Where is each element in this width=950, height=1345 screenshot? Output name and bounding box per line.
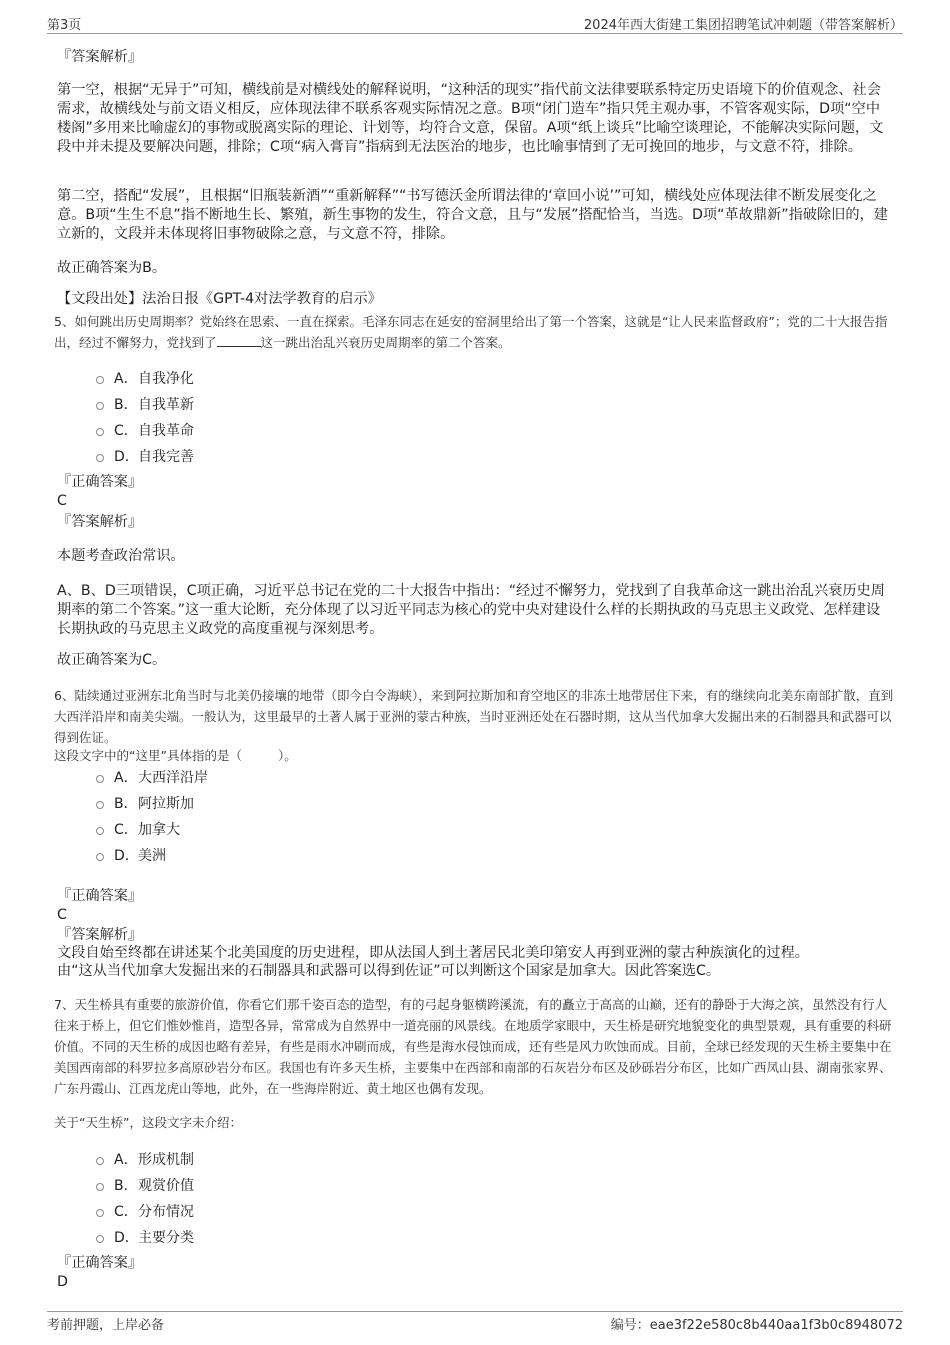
q5-analysis-p2: A、B、D三项错误，C项正确，习近平总书记在党的二十大报告中指出：“经过不懈努力，党找到了自我革命这一跳出治乱兴衰历史周期率的第二个答案。”这一重大论断，充分体现了以习近平同志为核心的党中央对建设什么样的长期执政的马克思主义政党、怎样建设长期执政的马克思主义政党的高度重视与深刻思考。	[57, 583, 885, 637]
q6-option-c[interactable]: C． 加拿大	[96, 816, 208, 842]
footer-slogan: 考前押题，上岸必备	[47, 1318, 165, 1333]
q5-option-d[interactable]: D． 自我完善	[96, 443, 194, 469]
q5-analysis-label: 『答案解析』	[57, 514, 143, 530]
q6-question: 这段文字中的“这里”具体指的是（ ）。	[54, 748, 297, 763]
q7-correct-label: 『正确答案』	[57, 1255, 143, 1271]
radio-icon[interactable]	[96, 1235, 104, 1243]
source-tag: 【文段出处】	[57, 291, 143, 307]
q6-options	[96, 764, 208, 868]
q7-option-a[interactable]: A． 形成机制	[96, 1146, 194, 1172]
q7-options	[96, 1146, 194, 1250]
q5-option-b[interactable]: B． 自我革新	[96, 391, 194, 417]
q6-analysis-label: 『答案解析』	[57, 927, 143, 943]
radio-icon[interactable]	[96, 1183, 104, 1191]
q5-option-c[interactable]: C． 自我革命	[96, 417, 194, 443]
q5-correct-answer: C	[57, 493, 67, 509]
q4-source	[57, 290, 893, 309]
radio-icon[interactable]	[96, 1209, 104, 1217]
radio-icon[interactable]	[96, 454, 104, 462]
q4-analysis-label: 『答案解析』	[57, 49, 143, 65]
q7-option-d[interactable]: D． 主要分类	[96, 1224, 194, 1250]
q6-option-a[interactable]: A． 大西洋沿岸	[96, 764, 208, 790]
q5-analysis-p1: 本题考查政治常识。	[57, 548, 185, 564]
q7-correct-answer: D	[57, 1274, 68, 1290]
radio-icon[interactable]	[96, 775, 104, 783]
radio-icon[interactable]	[96, 853, 104, 861]
radio-icon[interactable]	[96, 376, 104, 384]
q4-analysis-p1: 第一空，根据“无异于”可知，横线前是对横线处的解释说明，“这种活的现实”指代前文法律要联系特定历史语境下的价值观念、社会需求，故横线处与前文语义相反，应体现法律不联系客观实际情况之意。B项“闭门造车”指只凭主观办事，不管客观实际，D项“空中楼阁”多用来比喻虚幻的事物或脱离实际的理论、计划等，均符合文意，保留。A项“纸上谈兵”比喻空谈理论，不能解决实际问题，文段中并未提及要解决问题，排除；C项“病入膏肓”指病到无法医治的地步，也比喻事情到了无可挽回的地步，与文意不符，排除。	[57, 82, 884, 155]
radio-icon[interactable]	[96, 428, 104, 436]
q6-correct-label: 『正确答案』	[57, 888, 143, 904]
q5-options	[96, 365, 194, 469]
q5-analysis-p3: 故正确答案为C。	[57, 652, 167, 668]
source-text: 法治日报《GPT-4对法学教育的启示》	[142, 291, 382, 307]
q5-stem-text: 5、如何跳出历史周期率？党始终在思索、一直在探索。毛泽东同志在延安的窑洞里给出了第一个答案，这就是“让人民来监督政府”；党的二十大报告指出，经过不懈努力，党找到了	[54, 314, 888, 350]
document-title: 2024年西大街建工集团招聘笔试冲刺题（带答案解析）	[583, 18, 903, 33]
q5-stem-tail: 这一跳出治乱兴衰历史周期率的第二个答案。	[260, 335, 511, 350]
header-divider	[47, 33, 903, 34]
q5-option-a[interactable]: A． 自我净化	[96, 365, 194, 391]
page-number: 第3页	[47, 18, 82, 33]
q7-question: 关于“天生桥”，这段文字未介绍：	[54, 1115, 242, 1130]
q7-stem: 7、天生桥具有重要的旅游价值，你看它们那千姿百态的造型，有的弓起身躯横跨溪流，有的矗立于高高的山巅，还有的静卧于大海之滨，虽然没有行人往来于桥上，但它们惟妙惟肖，造型各异，常常成为自然界中一道亮丽的风景线。在地质学家眼中，天生桥是研究地貌变化的典型景观，具有重要的科研价值。不同的天生桥的成因也略有差异，有些是雨水冲刷而成，有些是海水侵蚀而成，还有些是风力吹蚀而成。目前，全球已经发现的天生桥主要集中在美国西南部的科罗拉多高原砂岩分布区。我国也有许多天生桥，主要集中在西部和南部的石灰岩分布区及砂砾岩分布区，比如广西凤山县、湖南张家界、广东丹霞山、江西龙虎山等地，此外，在一些海岸附近、黄土地区也偶有发现。	[54, 997, 892, 1096]
q4-answer-line: 故正确答案为B。	[57, 260, 167, 276]
q5-blank	[217, 334, 261, 347]
radio-icon[interactable]	[96, 801, 104, 809]
radio-icon[interactable]	[96, 1157, 104, 1165]
q6-correct-answer: C	[57, 907, 67, 923]
q6-option-b[interactable]: B． 阿拉斯加	[96, 790, 208, 816]
q6-analysis-p1: 文段自始至终都在讲述某个北美国度的历史进程，即从法国人到土著居民北美印第安人再到亚洲的蒙古种族演化的过程。	[57, 945, 809, 961]
footer-code: 编号：eae3f22e580c8b440aa1f3b0c8948072	[610, 1318, 903, 1333]
q7-option-c[interactable]: C． 分布情况	[96, 1198, 194, 1224]
q5-stem	[54, 311, 894, 353]
footer-divider	[47, 1311, 903, 1312]
radio-icon[interactable]	[96, 402, 104, 410]
q6-option-d[interactable]: D． 美洲	[96, 842, 208, 868]
q6-analysis-p2: 由“这从当代加拿大发掘出来的石制器具和武器可以得到佐证”可以判断这个国家是加拿大。因此答案选C。	[57, 963, 721, 979]
q4-analysis-p2: 第二空，搭配“发展”，且根据“旧瓶装新酒”“重新解释”“书写德沃金所谓法律的‘章回小说’”可知，横线处应体现法律不断发展变化之意。B项“生生不息”指不断地生长、繁殖，新生事物的发生，符合文意，且与“发展”搭配恰当，当选。D项“革故鼎新”指破除旧的，建立新的，文段并未体现将旧事物破除之意，与文意不符，排除。	[57, 188, 888, 242]
q5-correct-label: 『正确答案』	[57, 474, 143, 490]
q7-option-b[interactable]: B． 观赏价值	[96, 1172, 194, 1198]
q6-stem: 6、陆续通过亚洲东北角当时与北美仍接壤的地带（即今白令海峡），来到阿拉斯加和育空地区的非冻土地带居住下来，有的继续向北美东南部扩散，直到大西洋沿岸和南美尖端。一般认为，这里最早的土著人属于亚洲的蒙古种族，当时亚洲还处在石器时期，这从当代加拿大发掘出来的石制器具和武器可以得到佐证。	[54, 688, 894, 745]
radio-icon[interactable]	[96, 827, 104, 835]
